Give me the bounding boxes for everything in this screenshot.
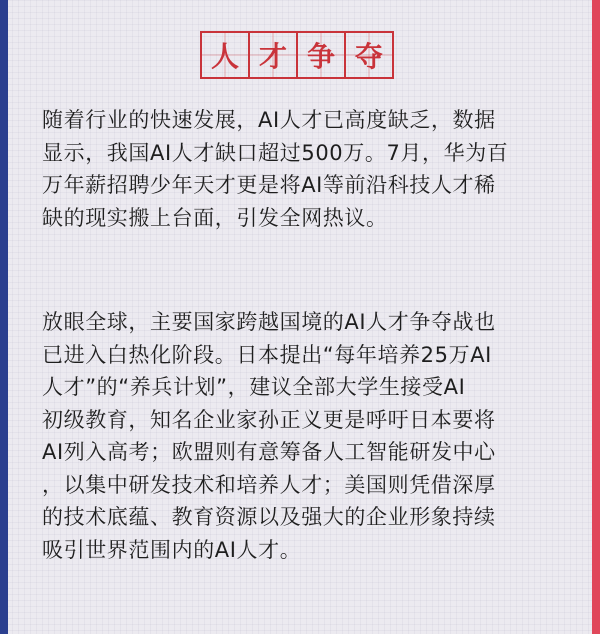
title-char-1: 人 [200,31,250,79]
paragraph-2-line-4: 初级教育，知名企业家孙正义更是呼吁日本要将 [42,407,496,432]
title-char-4: 夺 [344,31,394,79]
paragraph-2 [42,306,572,566]
paragraph-2-line-8: 吸引世界范围内的AI人才。 [42,537,302,562]
paragraph-1-line-1: 随着行业的快速发展，AI人才已高度缺乏，数据 [42,108,496,132]
title-grid [200,31,400,79]
paragraph-1-line-4: 缺的现实搬上台面，引发全网热议。 [42,205,388,230]
paragraph-2-line-2: 已进入白热化阶段。日本提出“每年培养25万AI [42,342,492,367]
paragraph-2-line-1: 放眼全球，主要国家跨越国境的AI人才争夺战也 [42,310,496,334]
paragraph-1-line-2: 显示，我国AI人才缺口超过500万。7月，华为百 [42,140,509,165]
title-char-2: 才 [248,31,298,79]
paragraph-2-line-7: 的技术底蕴、教育资源以及强大的企业形象持续 [42,505,496,529]
paragraph-2-line-3: 人才”的“养兵计划”，建议全部大学生接受AI [42,375,466,399]
paragraph-1 [42,104,572,234]
paragraph-2-line-6: ，以集中研发技术和培养人才；美国则凭借深厚 [42,472,496,497]
title-char-3: 争 [296,31,346,79]
paragraph-2-line-5: AI列入高考；欧盟则有意筹备人工智能研发中心 [42,440,496,464]
paragraph-1-line-3: 万年薪招聘少年天才更是将AI等前沿科技人才稀 [42,173,496,197]
right-red-edge-stripe [592,0,600,634]
left-blue-edge-stripe [0,0,8,634]
